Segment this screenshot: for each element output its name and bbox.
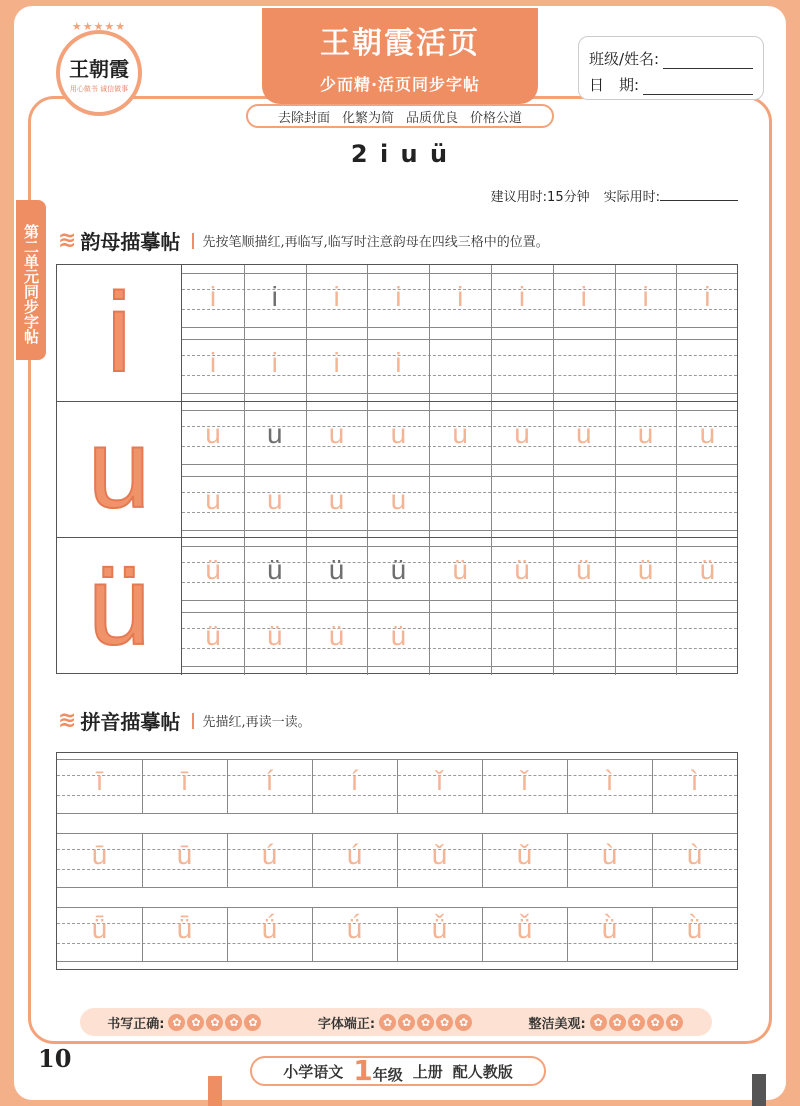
class-name-field[interactable] — [663, 53, 753, 69]
trace-letter: i — [395, 347, 402, 378]
model-letter: ü — [87, 543, 151, 669]
writing-guide-line — [182, 327, 737, 328]
trace-syllable: ū — [91, 839, 108, 870]
lesson-title: 2 i u ü — [350, 140, 450, 168]
writing-guide-line — [182, 612, 737, 613]
flower-icon[interactable]: ✿ — [666, 1014, 683, 1031]
wave-icon: ≋ — [58, 228, 77, 253]
motto-item: 化繁为简 — [341, 110, 394, 126]
letter-row-u — [57, 402, 737, 539]
book-info — [250, 1056, 546, 1086]
section1-desc: 先按笔顺描红,再临写,临写时注意韵母在四线三格中的位置。 — [202, 235, 549, 250]
model-letter: i — [106, 269, 132, 395]
trace-letter: ü — [452, 554, 468, 586]
trace-syllable: ī — [180, 765, 189, 796]
flower-icon[interactable]: ✿ — [455, 1014, 472, 1031]
trace-letter: i — [333, 347, 340, 378]
trace-syllable: ì — [690, 765, 699, 796]
practice-area[interactable] — [182, 538, 737, 675]
practice-area[interactable] — [182, 265, 737, 401]
flower-icon[interactable]: ✿ — [609, 1014, 626, 1031]
wave-icon: ≋ — [58, 708, 77, 733]
date-field[interactable] — [643, 79, 753, 95]
trace-letter: ü — [267, 554, 283, 586]
trace-syllable: ú — [261, 839, 278, 870]
logo-text: 王朝霞 — [69, 56, 129, 81]
flower-icon[interactable]: ✿ — [244, 1014, 261, 1031]
trace-syllable: ù — [686, 839, 703, 870]
student-info-box — [578, 36, 764, 100]
writing-guide-line — [182, 600, 737, 601]
page-number: 10 — [38, 1044, 72, 1073]
flower-rating[interactable] — [590, 1014, 685, 1031]
motto-bar — [246, 104, 554, 128]
finals-tracing-grid — [56, 264, 738, 674]
trace-syllable: ǖ — [91, 913, 108, 944]
eval-label: 书写正确: — [107, 1016, 165, 1032]
trace-letter: ü — [576, 554, 592, 586]
letter-row-i — [57, 265, 737, 402]
trace-syllable: ú — [346, 839, 363, 870]
writing-guide-line — [57, 887, 737, 888]
actual-time-field[interactable] — [660, 189, 738, 201]
section2-desc: 先描红,再读一读。 — [202, 715, 311, 730]
trace-letter: u — [205, 417, 221, 449]
trace-syllable: ǜ — [601, 913, 618, 944]
trace-syllable: í — [350, 765, 359, 796]
trace-syllable: ǚ — [431, 913, 448, 944]
suggested-time: 建议用时:15分钟 — [490, 190, 590, 205]
flower-icon[interactable]: ✿ — [417, 1014, 434, 1031]
trace-syllable: ǘ — [346, 913, 363, 944]
crown-icon: ★★★★★ — [71, 20, 127, 33]
trace-syllable: ǔ — [431, 839, 448, 870]
trace-letter: i — [518, 281, 526, 312]
writing-guide-line — [182, 464, 737, 465]
subject: 小学语文 — [283, 1062, 344, 1081]
trace-syllable: ù — [601, 839, 618, 870]
flower-icon[interactable]: ✿ — [628, 1014, 645, 1031]
pinyin-tracing-grid[interactable] — [56, 752, 738, 970]
letter-row-v — [57, 538, 737, 675]
motto-item: 去除封面 — [277, 110, 330, 126]
model-letter-cell — [57, 402, 182, 538]
trace-letter: i — [333, 281, 340, 312]
trace-letter: u — [390, 483, 407, 515]
trace-letter: u — [576, 417, 592, 449]
flower-icon[interactable]: ✿ — [647, 1014, 664, 1031]
date-label: 日 期: — [589, 76, 640, 94]
section2-header — [58, 706, 311, 735]
edition: 配人教版 — [452, 1062, 513, 1081]
section2-title: 拼音描摹帖 — [80, 710, 181, 734]
time-row — [491, 186, 738, 205]
eval-tidiness — [529, 1013, 685, 1032]
term: 上册 — [412, 1062, 443, 1081]
trace-letter: ü — [514, 554, 530, 586]
trace-letter: ü — [328, 620, 345, 652]
eval-neatness — [318, 1013, 474, 1032]
trace-letter: u — [267, 417, 283, 449]
writing-guide-line — [182, 546, 737, 547]
trace-syllable: ì — [605, 765, 614, 796]
trace-letter: u — [637, 417, 654, 449]
trace-syllable: ǖ — [176, 913, 193, 944]
evaluation-bar — [80, 1008, 712, 1036]
trace-letter: i — [271, 281, 278, 312]
trace-letter: ü — [699, 554, 716, 586]
flower-rating[interactable] — [168, 1014, 263, 1031]
publisher-logo — [56, 20, 142, 116]
trace-letter: ü — [205, 554, 221, 586]
trace-syllable: ǚ — [516, 913, 533, 944]
trace-letter: i — [580, 281, 587, 312]
trace-letter: i — [457, 281, 464, 312]
trace-letter: i — [209, 347, 217, 378]
writing-guide-line — [182, 393, 737, 394]
trace-letter: u — [699, 417, 716, 449]
writing-guide-line — [182, 410, 737, 411]
flower-icon[interactable]: ✿ — [398, 1014, 415, 1031]
practice-area[interactable] — [182, 402, 737, 538]
eval-label: 字体端正: — [317, 1016, 376, 1032]
model-letter-cell — [57, 538, 182, 675]
unit-side-tab: 第二单元同步字帖 — [16, 200, 46, 360]
flower-icon[interactable]: ✿ — [187, 1014, 204, 1031]
trace-letter: u — [390, 417, 407, 449]
section1-title: 韵母描摹帖 — [80, 230, 181, 254]
trace-syllable: ǘ — [261, 913, 278, 944]
trace-syllable: ǔ — [516, 839, 533, 870]
footer-decoration — [208, 1076, 222, 1106]
motto-item: 品质优良 — [406, 110, 459, 126]
trace-letter: ü — [390, 554, 407, 586]
trace-letter: i — [642, 281, 649, 312]
trace-letter: u — [328, 483, 345, 515]
flower-icon[interactable]: ✿ — [379, 1014, 396, 1031]
brand-name: 王朝霞活页 — [320, 26, 480, 61]
trace-letter: i — [704, 281, 711, 312]
flower-icon[interactable]: ✿ — [436, 1014, 453, 1031]
trace-letter: ü — [205, 620, 221, 652]
grade-label: 年级 — [372, 1066, 403, 1084]
actual-time: 实际用时: — [604, 186, 738, 205]
trace-syllable: í — [265, 765, 274, 796]
section1-header — [58, 226, 549, 255]
motto-item: 价格公道 — [470, 110, 523, 126]
flower-rating[interactable] — [379, 1014, 474, 1031]
eval-label: 整洁美观: — [528, 1016, 586, 1032]
writing-guide-line — [182, 339, 737, 340]
writing-guide-line — [57, 961, 737, 962]
trace-syllable: ū — [176, 839, 193, 870]
trace-syllable: ī — [95, 765, 104, 796]
trace-letter: i — [271, 347, 278, 378]
logo-subtext: 用心做书 诚信做事 — [69, 84, 129, 93]
trace-letter: u — [452, 417, 468, 449]
divider — [192, 713, 194, 729]
trace-letter: i — [209, 281, 217, 312]
trace-letter: ü — [267, 620, 283, 652]
writing-guide-line — [182, 530, 737, 531]
flower-icon[interactable]: ✿ — [590, 1014, 607, 1031]
trace-letter: ü — [637, 554, 654, 586]
flower-icon[interactable]: ✿ — [168, 1014, 185, 1031]
trace-syllable: ǐ — [521, 765, 528, 796]
writing-guide-line — [182, 273, 737, 274]
trace-letter: u — [328, 417, 345, 449]
class-name-label: 班级/姓名: — [589, 50, 660, 68]
writing-guide-line — [182, 476, 737, 477]
model-letter-cell — [57, 265, 182, 401]
page-edge-marker — [752, 1074, 766, 1106]
trace-syllable: ǜ — [686, 913, 703, 944]
brand-banner — [262, 8, 538, 104]
brand-tagline: 少而精·活页同步字帖 — [319, 75, 481, 94]
grade-number: 1 — [353, 1054, 373, 1087]
trace-syllable: ǐ — [436, 765, 443, 796]
writing-guide-line — [57, 813, 737, 814]
trace-letter: ü — [328, 554, 345, 586]
trace-letter: u — [205, 483, 221, 515]
trace-letter: i — [395, 281, 402, 312]
divider — [192, 233, 194, 249]
trace-letter: u — [514, 417, 530, 449]
flower-icon[interactable]: ✿ — [206, 1014, 223, 1031]
trace-letter: u — [267, 483, 283, 515]
flower-icon[interactable]: ✿ — [225, 1014, 242, 1031]
trace-letter: ü — [390, 620, 407, 652]
model-letter: u — [87, 406, 151, 532]
eval-correctness — [107, 1013, 263, 1032]
writing-guide-line — [182, 666, 737, 667]
